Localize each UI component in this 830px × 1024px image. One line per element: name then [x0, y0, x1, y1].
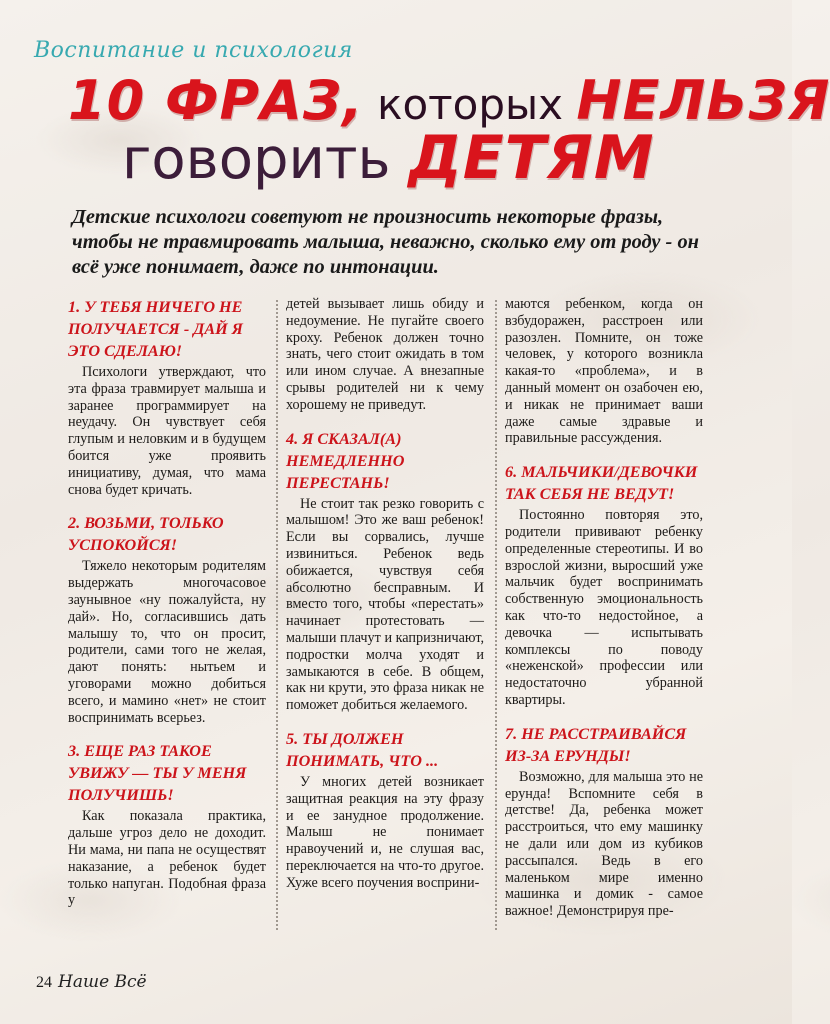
- paragraph: Постоянно повторяя это, родители прививают ребенку определенные стереотипы. И во взрослой жизни, выросший уже мальчик будет воспринимать собственную эмоциональность как что-то недостойное, а девочка — испытывать комплексы по поводу «неженской» профессии или недостаточно убранной квартиры.: [505, 507, 703, 708]
- headline-text: которых: [363, 80, 577, 129]
- section-heading-4: 4. Я СКАЗАЛ(А) НЕМЕДЛЕННО ПЕРЕСТАНЬ!: [286, 429, 405, 492]
- page-footer: [36, 972, 147, 992]
- headline-text: говорить: [122, 127, 409, 192]
- paragraph: детей вызывает лишь обиду и недоумение. Не пугайте своего кроху. Ребенок должен точно знать, чего стоит ожидать в том или ином случае. А внезапные срывы родителей ни к чему хорошему не приведут.: [286, 296, 484, 413]
- section-heading-2: 2. ВОЗЬМИ, ТОЛЬКО УСПОКОЙСЯ!: [68, 514, 224, 555]
- headline-line-1: [68, 69, 830, 132]
- section-heading-1: 1. У ТЕБЯ НИЧЕГО НЕ ПОЛУЧАЕТСЯ - ДАЙ Я ЭТО СДЕЛАЮ!: [68, 298, 243, 360]
- headline-emphasis: НЕЛЬЗЯ: [576, 69, 830, 132]
- section-label: Воспитание и психология: [34, 38, 353, 63]
- headline-emphasis: ДЕТЯМ: [408, 123, 655, 193]
- headline-number: 10 ФРАЗ,: [68, 69, 364, 132]
- page-number: 24: [36, 974, 52, 991]
- section-heading-6: 6. МАЛЬЧИКИ/ДЕВОЧКИ ТАК СЕБЯ НЕ ВЕДУТ!: [505, 463, 698, 504]
- column-divider: [495, 300, 497, 930]
- lede-paragraph: Детские психологи советуют не произносить некоторые фразы, чтобы не травмировать малыша, неважно, сколько ему от роду - он всё уже понимает, даже по интонации.: [72, 206, 699, 278]
- paragraph: маются ребенком, когда он взбудоражен, расстроен или разозлен. Помните, он тоже человек, у которого возникла какая-то «проблема», и в данный момент он озабочен ею, и никак не принимает ваши даже самые здравые и правильные рассуждения.: [505, 296, 703, 447]
- headline-line-2: [122, 123, 655, 193]
- section-heading-7: 7. НЕ РАССТРАИВАЙСЯ ИЗ-ЗА ЕРУНДЫ!: [505, 724, 687, 765]
- article-column-2: [286, 296, 484, 892]
- publication-name: Наше Всё: [58, 972, 147, 992]
- article-column-3: [505, 296, 703, 920]
- section-heading-3: 3. ЕЩЕ РАЗ ТАКОЕ УВИЖУ — ТЫ У МЕНЯ ПОЛУЧИШЬ!: [68, 742, 247, 805]
- paragraph: Психологи утверждают, что эта фраза травмирует малыша и заранее программирует на неудачу. Он чувствует себя глупым и неловким и в будущем боится уже проявить инициативу, думая, что мама снова будет кричать.: [68, 364, 266, 498]
- paragraph: Возможно, для малыша это не ерунда! Вспомните себя в детстве! Да, ребенка может расстроиться, что ему машинку не дали или дом из кубиков рассыпался. Ведь в его маленьком мире именно машинка и домик - самое важное! Демонстрируя пре-: [505, 768, 703, 920]
- section-heading-5: 5. ТЫ ДОЛЖЕН ПОНИМАТЬ, ЧТО ...: [286, 729, 439, 770]
- article-column-1: [68, 296, 266, 909]
- paragraph: Как показала практика, дальше угроз дело не доходит. Ни мама, ни папа не осуществят наказание, а ребенок будет только напуган. Подобная фраза у: [68, 808, 266, 909]
- column-divider: [276, 300, 278, 930]
- paragraph: Тяжело некоторым родителям выдержать многочасовое заунывное «ну пожалуйста, ну дай». Но, согласившись дать малышу то, что он просит, родители, сами того не желая, дают понять: нытьем и уговорами можно добиться всего, и мамино «нет» не стоит воспринимать всерьез.: [68, 558, 266, 726]
- paragraph: У многих детей возникает защитная реакция на эту фразу и ее занудное продолжение. Малыш не понимает нравоучений и, не слушая вас, переключается на что-то другое. Хуже всего поучения восприни-: [286, 773, 484, 891]
- paragraph: Не стоит так резко говорить с малышом! Это же ваш ребенок! Если вы сорвались, лучше извиниться. Ребенок ведь обижается, чувствуя себя абсолютно бесправным. И вместо того, чтобы «перестать» начинает протестовать — малыши плачут и капризничают, подростки молча уходят и замыкаются в себе. В общем, как ни крути, это фраза никак не поможет добиться желаемого.: [286, 495, 484, 714]
